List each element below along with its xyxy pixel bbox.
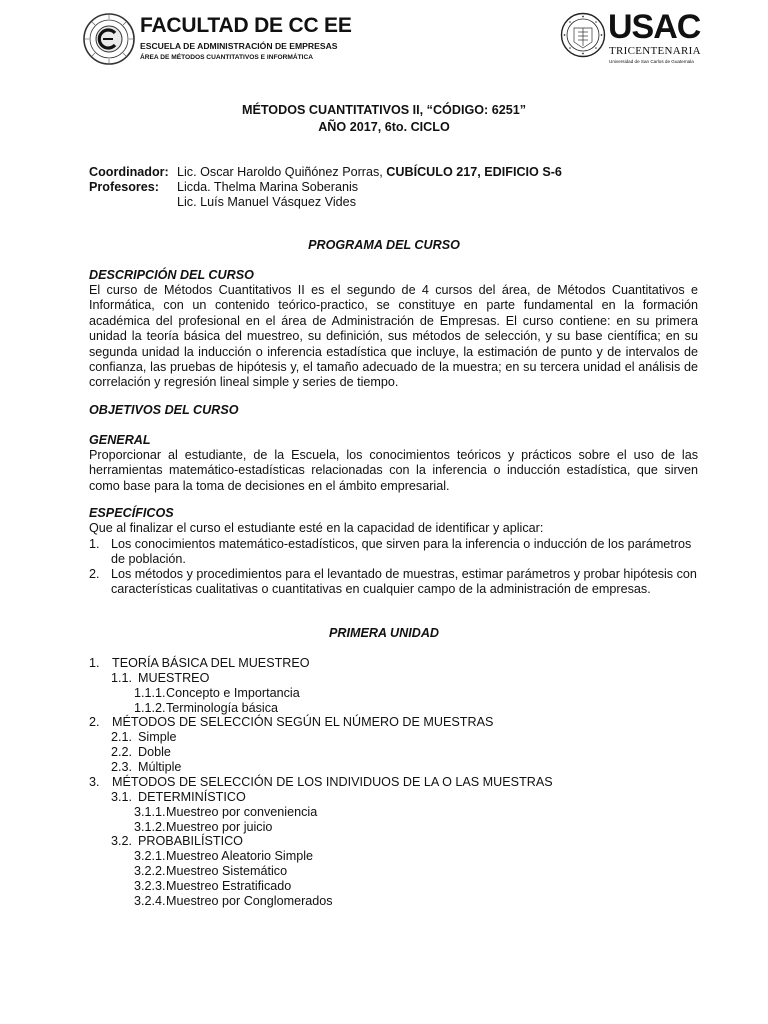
outline-item: MUESTREO bbox=[138, 671, 210, 685]
outline-item: MÉTODOS DE SELECCIÓN SEGÚN EL NÚMERO DE MUESTRAS bbox=[112, 715, 494, 729]
outline-item: Muestreo por juicio bbox=[166, 820, 273, 834]
outline-item: MÉTODOS DE SELECCIÓN DE LOS INDIVIDUOS DE LA O LAS MUESTRAS bbox=[112, 775, 553, 789]
usac-seal-icon bbox=[560, 12, 606, 58]
outline-item: Muestreo Estratificado bbox=[166, 879, 292, 893]
outline-num: 3.2.3. bbox=[134, 879, 166, 893]
objectives-heading: OBJETIVOS DEL CURSO bbox=[89, 403, 239, 417]
program-heading: PROGRAMA DEL CURSO bbox=[308, 238, 460, 252]
usac-university-name: Universidad de San Carlos de Guatemala bbox=[609, 59, 694, 64]
faculty-school: ESCUELA DE ADMINISTRACIÓN DE EMPRESAS bbox=[140, 41, 338, 51]
outline-item: Múltiple bbox=[138, 760, 182, 774]
specific-item-1-line2: de población. bbox=[111, 552, 186, 566]
outline-item: Muestreo Sistemático bbox=[166, 864, 288, 878]
outline-num: 3.1.1. bbox=[134, 805, 166, 819]
faculty-area: ÁREA DE MÉTODOS CUANTITATIVOS E INFORMÁTICA bbox=[140, 54, 314, 61]
specific-intro: Que al finalizar el curso el estudiante esté en la capacidad de identificar y aplicar: bbox=[89, 521, 544, 535]
outline-item: Muestreo por conveniencia bbox=[166, 805, 318, 819]
outline-num: 1. bbox=[89, 656, 100, 670]
specific-item-2-num: 2. bbox=[89, 567, 100, 581]
specific-item-2-line1: Los métodos y procedimientos para el levantado de muestras, estimar parámetros y probar hipótesis con bbox=[111, 567, 697, 581]
usac-wordmark: USAC bbox=[608, 8, 701, 46]
outline-item: Simple bbox=[138, 730, 177, 744]
outline-num: 2. bbox=[89, 715, 100, 729]
outline-num: 3.2. bbox=[111, 834, 133, 848]
specific-item-1-line1: Los conocimientos matemático-estadísticos, que sirven para la inferencia o inducción de los parámetros bbox=[111, 537, 692, 551]
outline-num: 1.1. bbox=[111, 671, 133, 685]
coordinator-name: Lic. Oscar Haroldo Quiñónez Porras, bbox=[177, 165, 383, 179]
specific-item-1-num: 1. bbox=[89, 537, 100, 551]
outline-num: 3.1. bbox=[111, 790, 133, 804]
professor-2: Lic. Luís Manuel Vásquez Vides bbox=[177, 195, 356, 209]
outline-item: Muestreo Aleatorio Simple bbox=[166, 849, 313, 863]
unit1-heading: PRIMERA UNIDAD bbox=[328, 626, 440, 640]
description-heading: DESCRIPCIÓN DEL CURSO bbox=[89, 268, 254, 282]
general-heading: GENERAL bbox=[89, 433, 151, 447]
outline-num: 1.1.1. bbox=[134, 686, 166, 700]
professors-label: Profesores: bbox=[89, 180, 159, 194]
outline-item: Doble bbox=[138, 745, 171, 759]
general-text: Proporcionar al estudiante, de la Escuela, los conocimientos teóricos y prácticos sobre el uso de las herramientas matemático-estadísticas relacionadas con la inferencia o inducción estadística, que sirven como base para la toma de decisiones en el ámbito empresarial. bbox=[89, 448, 698, 493]
outline-item: TEORÍA BÁSICA DEL MUESTREO bbox=[112, 656, 310, 670]
coordinator-label: Coordinador: bbox=[89, 165, 169, 179]
faculty-title: FACULTAD DE CC EE bbox=[140, 14, 352, 37]
course-year-cycle: AÑO 2017, 6to. CICLO bbox=[318, 120, 450, 134]
description-text: El curso de Métodos Cuantitativos II es el segundo de 4 cursos del área, de Métodos Cuantitativos e Informática, con un contenido teórico-practico, se constituye en parte fundamental en la formación académica del profesional en el área de Administración de Empresas. El curso contiene: en su primera unidad la teoría básica del muestreo, su definición, sus métodos de selección, y su base científica; en su segunda unidad la inducción o inferencia estadística que incluye, la estimación de punto y de intervalos de confianza, las pruebas de hipótesis y, el tamaño adecuado de la muestra; en su tercera unidad el análisis de correlación y regresión lineal simple y series de tiempo. bbox=[89, 283, 698, 390]
faculty-header bbox=[82, 12, 352, 68]
outline-item: Concepto e Importancia bbox=[166, 686, 300, 700]
outline-num: 2.3. bbox=[111, 760, 133, 774]
outline-num: 3.2.1. bbox=[134, 849, 166, 863]
specific-heading: ESPECÍFICOS bbox=[89, 506, 174, 520]
outline-item: Muestreo por Conglomerados bbox=[166, 894, 333, 908]
outline-item: PROBABILÍSTICO bbox=[138, 834, 243, 848]
outline-num: 1.1.2. bbox=[134, 701, 166, 715]
outline-num: 2.1. bbox=[111, 730, 133, 744]
course-title: MÉTODOS CUANTITATIVOS II, “CÓDIGO: 6251” bbox=[241, 103, 527, 117]
usac-tricentenaria: TRICENTENARIA bbox=[609, 45, 701, 57]
usac-header bbox=[560, 8, 710, 72]
professor-1: Licda. Thelma Marina Soberanis bbox=[177, 180, 359, 194]
outline-item: Terminología básica bbox=[166, 701, 279, 715]
faculty-seal-icon bbox=[82, 12, 136, 66]
coordinator-line bbox=[177, 165, 562, 180]
outline-num: 3.1.2. bbox=[134, 820, 166, 834]
outline-num: 2.2. bbox=[111, 745, 133, 759]
coordinator-office: CUBÍCULO 217, EDIFICIO S-6 bbox=[386, 165, 562, 179]
outline-item: DETERMINÍSTICO bbox=[138, 790, 246, 804]
outline-num: 3. bbox=[89, 775, 100, 789]
outline-num: 3.2.2. bbox=[134, 864, 166, 878]
outline-num: 3.2.4. bbox=[134, 894, 166, 908]
specific-item-2-line2: características cualitativas o cuantitativas en cualquier campo de la administración de empresas. bbox=[111, 582, 651, 596]
